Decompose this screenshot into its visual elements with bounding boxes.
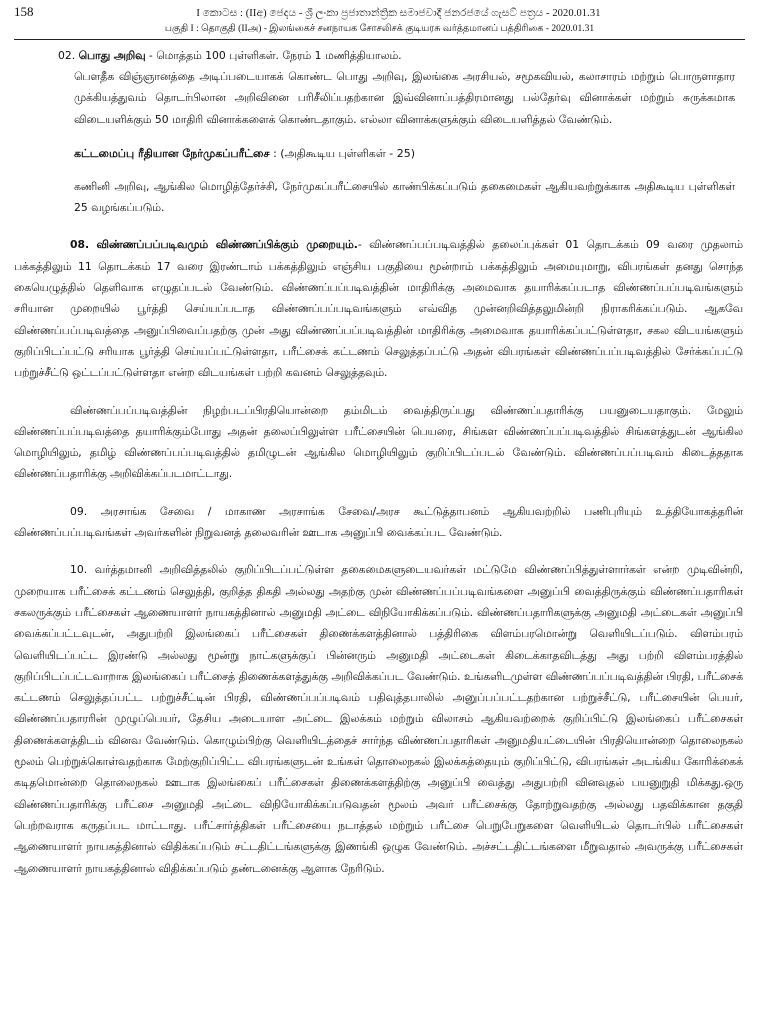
- header-tamil-line: பகுதி I : தொகுதி (IIஅ) - இலங்கைச் சனநாயக சோசலிசக் குடியரசு வர்த்தமானப் பத்திரிகை - 2020.01.31: [164, 24, 595, 34]
- section-08-text: - விண்ணப்பப்படிவத்தில் தலைப்புக்கள் 01 தொடக்கம் 09 வரை முதலாம் பக்கத்திலும் 11 தொடக்கம் 17 வரை இரண்டாம் பக்கத்திலும் எஞ்சிய பகுதியை மூன்றாம் பக்கத்திலும் அமையுமாறு, விபரங்கள் தனது சொந்த கையெழுத்தில் தெளிவாக எழுதப்படல் வேண்டும். விண்ணப்பப்படிவத்தின் மாதிரிக்கு அமைவாக தயாரிக்கப்படாத விண்ணப்பப்படிவங்களும் சரியான முறையில் பூர்த்தி செய்யப்படாத விண்ணப்பப்படிவங்களும் எவ்வித முன்னறிவித்தலுமின்றி நிராகரிக்கப்படும். ஆகவே விண்ணப்பப்படிவத்தை அனுப்பிவைப்பதற்கு முன் அது விண்ணப்பப்படிவத்தின் மாதிரிக்கு அமைவாக தயாரிக்கப்பட்டுள்ளதா, சகல விடயங்களும் குறிப்பிடப்பட்டு சரியாக பூர்த்தி செய்யப்பட்டுள்ளதா, பரீட்சைக் கட்டணம் செலுத்தப்பட்டு அதன் விபரங்கள் விண்ணப்பப்படிவத்தில் சேர்க்கப்பட்டு பற்றுச்சீட்டு ஒட்டப்பட்டுள்ளதா என்ற விடயங்கள் பற்றி கவனம் செலுத்தவும்.: [14, 238, 743, 380]
- section-08: [0, 234, 757, 484]
- interview-marks: : (அதிகூடிய புள்ளிகள் - 25): [273, 146, 415, 160]
- header-sinhala-line: I කොටස : (IIඅ) ජෙදය - ශ්‍රී ලංකා ප්‍රජාතාන්ත්‍රික සමාජවාදී ජනරජයේ ගැසට් පත්‍රය - 2020.01.31: [196, 8, 601, 19]
- section-08-number: 08.: [70, 238, 90, 252]
- header-divider: [14, 39, 745, 40]
- section-08-paragraph-1: [14, 234, 743, 383]
- section-02-heading: பொது அறிவு: [78, 49, 146, 62]
- page-header: [14, 4, 745, 40]
- page-number: 158: [14, 4, 34, 19]
- section-02: [0, 46, 757, 130]
- page-body: [0, 46, 757, 879]
- section-08-paragraph-2: விண்ணப்பப்படிவத்தின் நிழற்படப்பிரதியொன்றை தம்மிடம் வைத்திருப்பது விண்ணப்பதாரிக்கு பயனுடையதாகும். மேலும் விண்ணப்பப்படிவத்தை தயாரிக்கும்போது அதன் தலைப்பிலுள்ள பரீட்சையின் பெயரை, சிங்கள விண்ணப்பப்படிவத்தில் சிங்களத்துடன் ஆங்கில மொழியிலும், தமிழ் விண்ணப்பப்படிவத்தில் தமிழுடன் ஆங்கில மொழியிலும் குறிப்பிடப்படல் வேண்டும். விண்ணப்பப்படிவம் கிடைத்ததாக விண்ணப்பதாரிக்கு அறிவிக்கப்படமாட்டாது.: [14, 403, 743, 481]
- section-02-title: [58, 46, 735, 66]
- section-10-paragraph: 10. வர்த்தமானி அறிவித்தலில் குறிப்பிடப்பட்டுள்ள தகைமைகளுடையவர்கள் மட்டுமே விண்ணப்பித்துள்ளார்கள் என்ற முடிவின்றி, முறையாக பரீட்சைக் கட்டணம் செலுத்தி, குறித்த திகதி அல்லது அதற்கு முன் விண்ணப்பப்படிவங்களை அனுப்பி வைத்திருக்கும் விண்ணப்பதாரிகள் சகலருக்கும் பரீட்சைகள் ஆணையாளர் நாயகத்தினால் அனுமதி அட்டை விநியோகிக்கப்படும். விண்ணப்பதாரிகளுக்கு அனுமதி அட்டைகள் அனுப்பி வைக்கப்பட்டவுடன், அதுபற்றி இலங்கைப் பரீட்சைகள் திணைக்களத்தினால் பத்திரிகை விளம்பரமொன்று வெளியிடப்படும். விளம்பரம் வெளியிடப்பட்ட இரண்டு அல்லது மூன்று நாட்களுக்குப் பின்னரும் அனுமதி அட்டைகள் கிடைக்காதவிடத்து அது பற்றி விளம்பரத்தில் குறிப்பிடப்பட்டவாறாக இலங்கைப் பரீட்சைத் திணைக்களத்துக்கு அறிவிக்கப்பட வேண்டும். உங்களிடமுள்ள விண்ணப்பப்படிவத்தின் பிரதி, பரீட்சைக் கட்டணம் செலுத்தப்பட்ட பற்றுச்சீட்டின் பிரதி, விண்ணப்பப்படிவம் பதிவுத்தபாலில் அனுப்பப்பட்டதற்கான பற்றுச்சீட்டு, பரீட்சையின் பெயர், விண்ணப்பதாரரின் முழுப்பெயர், தேசிய அடையாள அட்டை இலக்கம் மற்றும் விலாசம் ஆகியவற்றைக் குறிப்பிட்டு இலங்கைப் பரீட்சைகள் திணைக்களத்திடம் வினவ வேண்டும். கொழும்பிற்கு வெளியிடத்தைச் சார்ந்த விண்ணப்பதாரிகள் அனுமதியட்டையின் பிரதியொன்றை தொலைநகல் மூலம் பெற்றுக்கொள்வதற்காக மேற்குறிப்பிட்ட விபரங்களுடன் உங்கள் தொலைநகல் இலக்கத்தையும் குறிப்பிட்டு, விபரங்கள் அடங்கிய கோரிக்கைக் கடிதமொன்றை தொலைநகல் ஊடாக இலங்கைப் பரீட்சைகள் திணைக்களத்திற்கு அனுப்பி வைத்து அதுபற்றி வினவுதல் பயனுறுதி மிக்கது.ஒரு விண்ணப்பதாரிக்கு பரீட்சை அனுமதி அட்டை விநியோகிக்கப்படுவதன் மூலம் அவர் பரீட்சைக்கு தோற்றுவதற்கு அல்லது பதவிக்கான தகுதி பெற்றவராக கருதப்பட மாட்டாது. பரீட்சார்த்திகள் பரீட்சையை நடாத்தல் மற்றும் பரீட்சை பெறுபேறுகளை வெளியிடல் தொடர்பில் பரீட்சைகள் ஆணையாளர் நாயகத்தினால் விதிக்கப்படும் சட்டதிட்டங்களுக்கு இணங்கி ஒழுக வேண்டும். அச்சட்டதிட்டங்களை மீறுவதால் அவருக்கு பரீட்சைகள் ஆணையாளர் நாயகத்தினால் விதிக்கப்படும் தண்டனைக்கு ஆளாக நேரிடும்.: [14, 563, 743, 875]
- section-09-paragraph: 09. அரசாங்க சேவை / மாகாண அரசாங்க சேவை/அரச கூட்டுத்தாபனம் ஆகியவற்றில் பணிபுரியும் உத்தியோகத்தரின் விண்ணப்பப்படிவங்கள் அவர்களின் நிறுவனத் தலைவரின் ஊடாக அனுப்பி வைக்கப்பட வேண்டும்.: [14, 504, 743, 540]
- interview-heading-bold: கட்டமைப்பு ரீதியான நேர்முகப்பரீட்சை: [74, 146, 270, 160]
- interview-heading: [0, 144, 757, 164]
- section-02-marks: - மொத்தம் 100 புள்ளிகள். நேரம் 1 மணித்தியாலம்.: [145, 49, 402, 62]
- interview-body: கணினி அறிவு, ஆங்கில மொழித்தேர்ச்சி, நேர்முகப்பரீட்சையில் காண்பிக்கப்படும் தகைமைகள் ஆகியவற்றுக்காக அதிகூடிய புள்ளிகள் 25 வழங்கப்படும்.: [74, 179, 735, 215]
- section-02-number: 02.: [58, 49, 76, 62]
- section-09: [0, 501, 757, 544]
- section-10: [0, 559, 757, 878]
- section-08-heading: விண்ணப்பப்படிவமும் விண்ணப்பிக்கும் முறையும்.: [96, 238, 358, 252]
- section-02-body: பௌதீக விஞ்ஞானத்தை அடிப்படையாகக் கொண்ட பொது அறிவு, இலங்கை அரசியல், சமூகவியல், கலாசாரம் மற்றும் பொருளாதார முக்கியத்துவம் தொடர்பிலான அறிவினை பரிசீலிப்பதற்கான இவ்வினாப்பத்திரமானது பல்தேர்வு வினாக்கள் மற்றும் சுருக்கமாக விடையளிக்கும் 50 மாதிரி வினாக்களைக் கொண்டதாகும். எல்லா வினாக்களுக்கும் விடையளித்தல் வேண்டும்.: [74, 70, 735, 126]
